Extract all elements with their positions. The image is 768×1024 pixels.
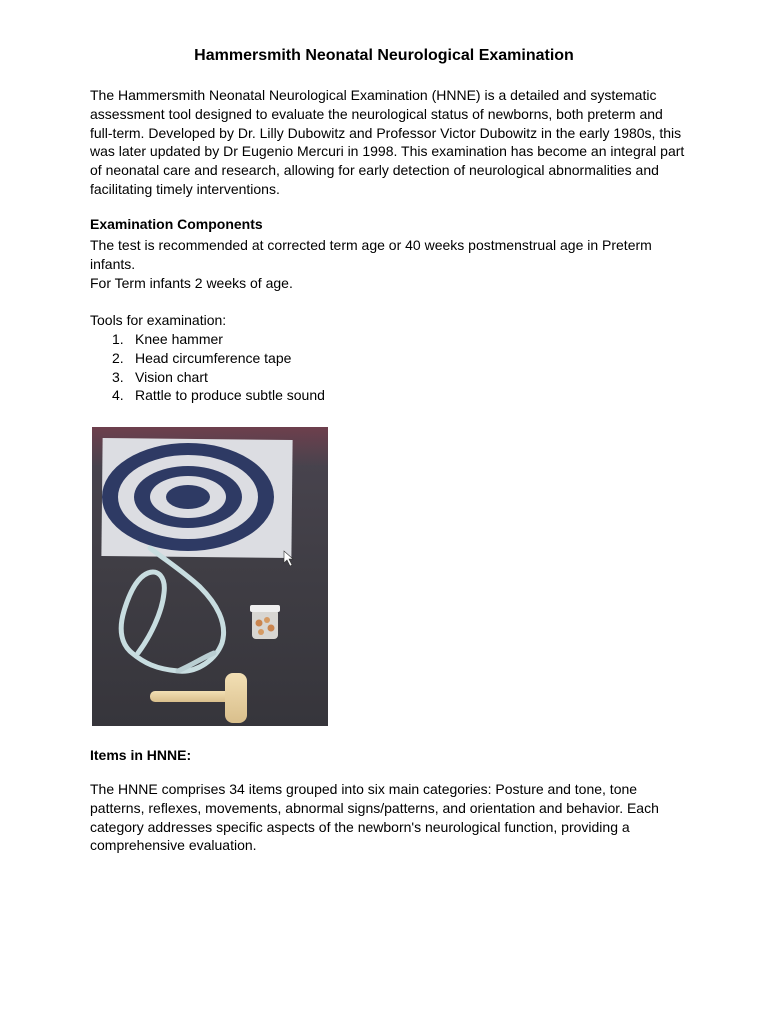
items-line: comprehensive evaluation. <box>90 837 257 854</box>
examination-tools-photo <box>92 427 328 726</box>
items-paragraph <box>90 780 690 855</box>
list-item-label: Rattle to produce subtle sound <box>135 387 325 404</box>
list-item-label: Knee hammer <box>135 331 223 347</box>
list-item <box>90 368 325 387</box>
intro-line: was later updated by Dr Eugenio Mercuri in 1998. This examination has become an integral part <box>90 143 685 160</box>
intro-line: of neonatal care and research, allowing for early detection of neurological abnormalities and <box>90 162 659 179</box>
intro-line: facilitating timely interventions. <box>90 180 280 197</box>
list-item <box>90 386 325 405</box>
list-item-label: Head circumference tape <box>135 349 292 366</box>
vision-chart-card <box>101 438 292 558</box>
list-item <box>90 330 325 349</box>
list-item-number: 1. <box>112 331 124 347</box>
items-line: patterns, reflexes, movements, abnormal signs/patterns, and orientation and behavior. Each <box>90 799 659 816</box>
components-heading: Examination Components <box>90 216 263 232</box>
components-paragraph <box>90 236 690 292</box>
list-item-number: 4. <box>112 387 124 404</box>
page-title: Hammersmith Neonatal Neurological Examination <box>194 47 574 64</box>
list-item-number: 3. <box>112 368 124 385</box>
tools-intro: Tools for examination: <box>90 312 227 328</box>
intro-paragraph <box>90 86 690 199</box>
tools-list <box>90 330 325 405</box>
components-line: The test is recommended at corrected term age or 40 weeks postmenstrual age in Preterm <box>90 237 652 253</box>
components-line: infants. <box>90 255 136 272</box>
rattle-jar <box>250 605 280 639</box>
intro-line: assessment tool designed to evaluate the neurological status of newborns, both preterm and <box>90 105 663 122</box>
intro-line: full-term. Developed by Dr. Lilly Dubowitz and Professor Victor Dubowitz in the early 1980s, this <box>90 124 682 141</box>
intro-line: The Hammersmith Neonatal Neurological Examination (HNNE) is a detailed and systematic <box>90 87 657 103</box>
list-item-number: 2. <box>112 349 124 366</box>
list-item-label: Vision chart <box>135 368 208 385</box>
components-line: For Term infants 2 weeks of age. <box>90 274 293 291</box>
items-heading: Items in HNNE: <box>90 747 192 763</box>
list-item <box>90 349 325 368</box>
items-line: The HNNE comprises 34 items grouped into six main categories: Posture and tone, tone <box>90 781 638 797</box>
items-line: category addresses specific aspects of the newborn's neurological function, providing a <box>90 818 630 835</box>
